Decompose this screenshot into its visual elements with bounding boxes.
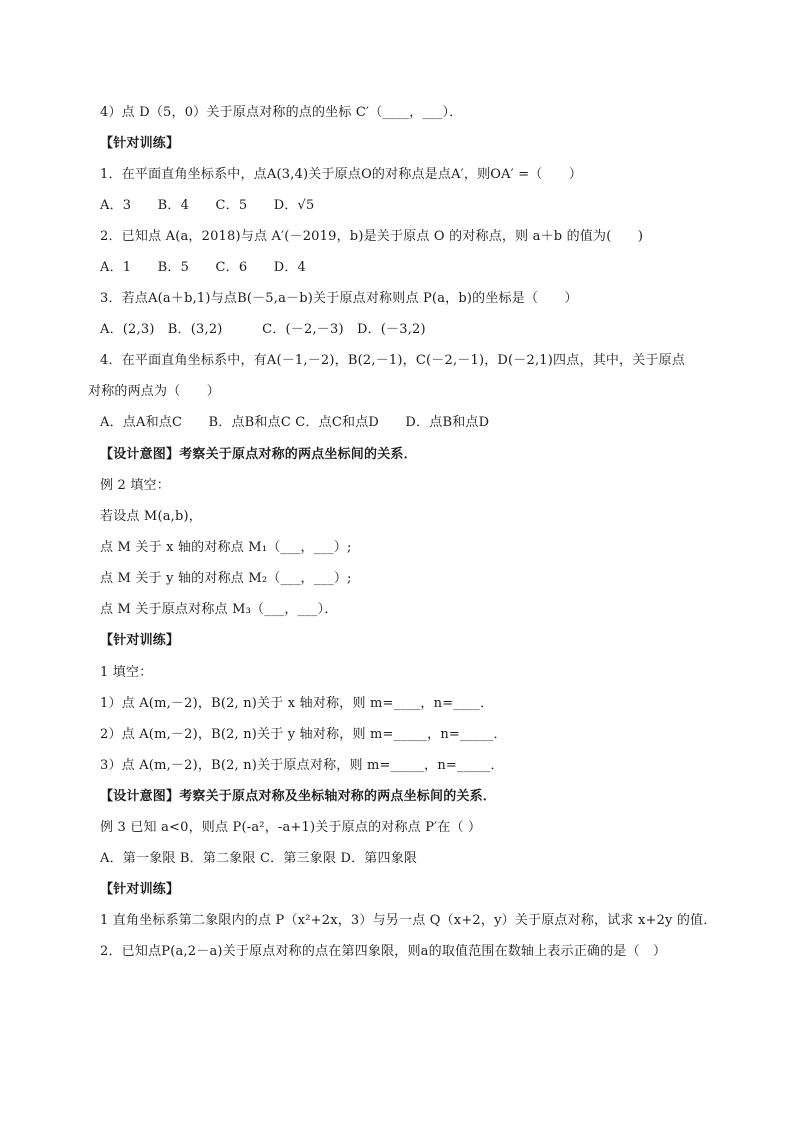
question-4-text: 4．在平面直角坐标系中，有A(－1,－2)，B(2,－1)，C(－2,－1)，D(－2,1)四点，其中，关于原点 [100, 353, 686, 368]
question-4-options: A．点A和点C B．点B和点C C．点C和点D D．点B和点D [100, 415, 490, 430]
design-intent-2: 【设计意图】考察关于原点对称及坐标轴对称的两点坐标间的关系． [100, 789, 497, 804]
question-2-text: 2．已知点 A(a，2018)与点 A′(－2019，b)是关于原点 O 的对称点，则 a＋b 的值为( ) [100, 229, 644, 244]
fill-blank-2: 2）点 A(m,－2)，B(2, n)关于 y 轴对称，则 m=_____，n=_____． [100, 727, 507, 742]
question-1-text: 1．在平面直角坐标系中，点A(3,4)关于原点O的对称点是点A′，则OA′ =（ ） [100, 167, 583, 182]
example-3-options: A．第一象限 B．第二象限 C．第三象限 D．第四象限 [100, 851, 418, 866]
fill-blank-3: 3）点 A(m,－2)，B(2, n)关于原点对称，则 m=_____，n=_____． [100, 758, 504, 773]
example-2-y-axis: 点 M 关于 y 轴的对称点 M₂（___，___）; [100, 571, 352, 586]
section-heading-practice-2: 【针对训练】 [100, 633, 180, 648]
design-intent-1: 【设计意图】考察关于原点对称的两点坐标间的关系． [100, 447, 417, 462]
fill-blank-1: 1）点 A(m,－2)，B(2, n)关于 x 轴对称，则 m=____，n=____． [100, 696, 494, 711]
example-2-heading: 例 2 填空： [100, 478, 170, 493]
example-3-text: 例 3 已知 a<0，则点 P(-a²，-a+1)关于原点的对称点 P′在（ ） [100, 820, 482, 835]
question-4-text-cont: 对称的两点为（ ） [88, 384, 221, 399]
example-2-origin: 点 M 关于原点对称点 M₃（___，___）． [100, 602, 338, 617]
question-1-options: A．3 B．4 C．5 D．√5 [100, 198, 315, 213]
practice-3-question-1: 1 直角坐标系第二象限内的点 P（x²+2x，3）与另一点 Q（x+2，y）关于原点对称，试求 x+2y 的值． [100, 913, 717, 928]
section-heading-practice: 【针对训练】 [100, 136, 180, 151]
fill-blank-heading: 1 填空： [100, 665, 153, 680]
exercise-4-line: 4）点 D（5，0）关于原点对称的点的坐标 C′（____，___）． [100, 105, 463, 120]
question-3-options: A．(2,3) B．(3,2) C．(－2,－3) D．(－3,2) [100, 322, 426, 337]
section-heading-practice-3: 【针对训练】 [100, 882, 180, 897]
question-2-options: A．1 B．5 C．6 D．4 [100, 260, 306, 275]
example-2-setup: 若设点 M(a,b)， [100, 509, 202, 524]
question-3-text: 3．若点A(a＋b,1)与点B(－5,a－b)关于原点对称则点 P(a，b)的坐标是（ ） [100, 291, 578, 306]
practice-3-question-2: 2．已知点P(a,2－a)关于原点对称的点在第四象限，则a的取值范围在数轴上表示正确的是（ ） [100, 944, 667, 959]
example-2-x-axis: 点 M 关于 x 轴的对称点 M₁（___，___）; [100, 540, 352, 555]
